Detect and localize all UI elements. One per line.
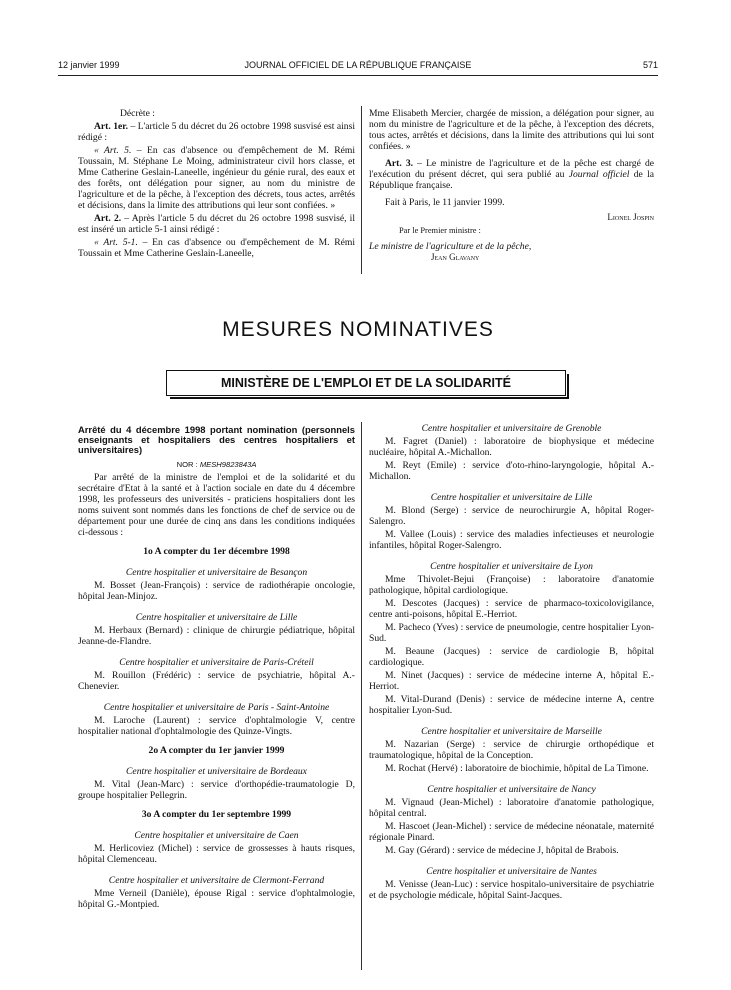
- header-journal-title: JOURNAL OFFICIEL DE LA RÉPUBLIQUE FRANÇAISE: [244, 60, 472, 70]
- hospital-centre-heading: Centre hospitalier et universitaire de Marseille: [421, 726, 602, 737]
- decree-left-column: [78, 108, 355, 261]
- article-5: [78, 145, 355, 211]
- lower-column-divider: [361, 422, 362, 970]
- article-3-journal: Journal officiel: [568, 169, 630, 180]
- hospital-centre-heading: Centre hospitalier et universitaire de Nancy: [427, 784, 596, 795]
- appointment-entry: M. Hascoet (Jean-Michel) : service de médecine néonatale, maternité régionale Pinard.: [369, 821, 654, 843]
- appointment-entry: M. Beaune (Jacques) : service de cardiologie B, hôpital cardiologique.: [369, 646, 654, 668]
- article-5-label: « Art. 5.: [94, 145, 132, 156]
- date-section-heading: 2o A compter du 1er janvier 1999: [148, 745, 285, 756]
- appointment-entry: M. Vital (Jean-Marc) : service d'orthopédie-traumatologie D, groupe hospitalier Pellegrin.: [78, 779, 355, 801]
- arrete-title: Arrêté du 4 décembre 1998 portant nomination (personnels enseignants et hospitaliers des centres hospitaliers et universitaires): [78, 424, 355, 455]
- hospital-centre-heading: Centre hospitalier et universitaire de Caen: [134, 830, 299, 841]
- decree-right-column: [369, 108, 654, 265]
- left-appointment-list: [78, 546, 355, 910]
- nor-label: NOR :: [176, 460, 200, 469]
- header-rule: [58, 75, 658, 76]
- header-page-number: 571: [642, 60, 658, 70]
- appointment-entry: M. Venisse (Jean-Luc) : service hospitalo-universitaire de psychiatrie et de psychologie médicale, hôpital Saint-Jacques.: [369, 879, 654, 901]
- appointment-entry: Mme Thivolet-Bejui (Françoise) : laboratoire d'anatomie pathologique, hôpital cardiologique.: [369, 574, 654, 596]
- hospital-centre-heading: Centre hospitalier et universitaire de Paris-Créteil: [119, 657, 314, 668]
- article-3-text: – Le ministre de l'agriculture et de la pêche est chargé de l'exécution du présent décret, qui sera publié au: [369, 158, 654, 180]
- hospital-centre-heading: Centre hospitalier et universitaire de Lille: [430, 492, 593, 503]
- appointment-entry: M. Gay (Gérard) : service de médecine J, hôpital de Brabois.: [385, 845, 619, 856]
- article-3-end: de la République française.: [369, 169, 655, 191]
- article-5-1: [78, 237, 355, 259]
- right-appointment-list: [369, 423, 654, 901]
- par-premier-ministre: Par le Premier ministre :: [399, 226, 481, 235]
- date-section-heading: 3o A compter du 1er septembre 1999: [141, 809, 292, 820]
- article-5-1-continuation: Mme Elisabeth Mercier, chargée de mission, a délégation pour signer, au nom du ministre de l'agriculture et de la pêche, à l'exception des décrets, tous actes, arrêtés et décisions, dans la limite des attributions qui lui sont confiées. »: [369, 108, 654, 152]
- hospital-centre-heading: Centre hospitalier et universitaire de Nantes: [426, 866, 597, 877]
- appointment-entry: M. Herlicoviez (Michel) : service de grossesses à hauts risques, hôpital Clemenceau.: [78, 843, 355, 865]
- hospital-centre-heading: Centre hospitalier et universitaire de Grenoble: [421, 423, 602, 434]
- appointment-entry: M. Vignaud (Jean-Michel) : laboratoire d'anatomie pathologique, hôpital central.: [369, 797, 654, 819]
- nor-code: MESH9823843A: [199, 460, 257, 469]
- signatory-name: Lionel Jospin: [607, 212, 654, 222]
- fait-a-paris: Fait à Paris, le 11 janvier 1999.: [385, 197, 505, 208]
- article-1-text: – L'article 5 du décret du 26 octobre 1998 susvisé est ainsi rédigé :: [78, 121, 355, 143]
- appointment-entry: M. Bosset (Jean-François) : service de radiothérapie oncologie, hôpital Jean-Minjoz.: [78, 580, 355, 602]
- appointment-entry: M. Rochat (Hervé) : laboratoire de biochimie, hôpital de La Timone.: [385, 763, 649, 774]
- article-2-text: – Après l'article 5 du décret du 26 octobre 1998 susvisé, il est inséré un article 5-1 ainsi rédigé :: [78, 213, 356, 235]
- appointments-right-column: [369, 423, 654, 903]
- minister-title: Le ministre de l'agriculture et de la pêche,: [369, 241, 532, 252]
- page-header: [58, 60, 658, 74]
- hospital-centre-heading: Centre hospitalier et universitaire de Lyon: [430, 561, 593, 572]
- section-title: MESURES NOMINATIVES: [222, 318, 494, 341]
- hospital-centre-heading: Centre hospitalier et universitaire de Clermont-Ferrand: [108, 875, 325, 886]
- appointment-entry: Mme Verneil (Danièle), épouse Rigal : service d'ophtalmologie, hôpital G.-Montpied.: [78, 888, 355, 910]
- article-3-label: Art. 3.: [385, 158, 414, 169]
- appointment-entry: M. Descotes (Jacques) : service de pharmaco-toxicolovigilance, centre anti-poisons, hôpital E.-Herriot.: [369, 598, 654, 620]
- appointment-entry: M. Blond (Serge) : service de neurochirurgie A, hôpital Roger-Salengro.: [369, 505, 654, 527]
- article-5-text: – En cas d'absence ou d'empêchement de M. Rémi Toussain, M. Stéphane Le Moing, administrateur civil hors classe, et Mme Catherine Geslain-Laneelle, ingénieur du génie rural, des eaux et des forêts, ont délégation pour signer, au nom du ministre de l'agriculture et de la pêche, à l'exception des décrets, tous actes, arrêtés et décisions, dans la limite des attributions qui leur sont confiées. »: [78, 145, 355, 211]
- article-3: [369, 158, 654, 191]
- hospital-centre-heading: Centre hospitalier et universitaire de Paris - Saint-Antoine: [103, 702, 330, 713]
- hospital-centre-heading: Centre hospitalier et universitaire de Besançon: [125, 567, 308, 578]
- appointment-entry: M. Reyt (Emile) : service d'oto-rhino-laryngologie, hôpital A.-Michallon.: [369, 460, 654, 482]
- article-2: [78, 213, 355, 235]
- arrete-intro: Par arrêté de la ministre de l'emploi et de la solidarité et du secrétaire d'Etat à la santé et à l'action sociale en date du 4 décembre 1998, les professeurs des universités - praticiens hospitaliers dont les noms suivent sont nommés dans les fonctions de chef de service ou de département pour une durée de cinq ans dans les conditions indiquées ci-dessous :: [78, 472, 355, 538]
- appointment-entry: M. Herbaux (Bernard) : clinique de chirurgie pédiatrique, hôpital Jeanne-de-Flandre.: [78, 625, 355, 647]
- article-2-label: Art. 2.: [94, 213, 122, 224]
- appointment-entry: M. Rouillon (Frédéric) : service de psychiatrie, hôpital A.-Chenevier.: [78, 670, 355, 692]
- appointments-left-column: [78, 425, 355, 912]
- article-1-label: Art. 1er.: [94, 121, 129, 132]
- appointment-entry: M. Laroche (Laurent) : service d'ophtalmologie V, centre hospitalier national d'ophtalmologie des Quinze-Vingts.: [78, 715, 355, 737]
- hospital-centre-heading: Centre hospitalier et universitaire de Bordeaux: [126, 766, 307, 777]
- article-1: [78, 121, 355, 143]
- appointment-entry: M. Pacheco (Yves) : service de pneumologie, centre hospitalier Lyon-Sud.: [369, 622, 654, 644]
- appointment-entry: M. Vallee (Louis) : service des maladies infectieuses et neurologie infantiles, hôpital Roger-Salengro.: [369, 529, 654, 551]
- article-5-1-text: – En cas d'absence ou d'empêchement de M. Rémi Toussain et Mme Catherine Geslain-Laneelle,: [78, 237, 355, 259]
- decrete-line: Décrète :: [120, 108, 155, 119]
- header-date: 12 janvier 1999: [58, 60, 120, 70]
- ministry-heading: MINISTÈRE DE L'EMPLOI ET DE LA SOLIDARITÉ: [166, 370, 566, 396]
- upper-column-divider: [361, 106, 362, 274]
- nor-reference: [78, 459, 355, 470]
- appointment-entry: M. Fagret (Daniel) : laboratoire de biophysique et médecine nucléaire, hôpital A.-Michallon.: [369, 436, 654, 458]
- date-section-heading: 1o A compter du 1er décembre 1998: [143, 546, 290, 557]
- appointment-entry: M. Vital-Durand (Denis) : service de médecine interne A, centre hospitalier Lyon-Sud.: [369, 694, 654, 716]
- article-5-1-label: « Art. 5-1.: [94, 237, 138, 248]
- appointment-entry: M. Ninet (Jacques) : service de médecine interne A, hôpital E.-Herriot.: [369, 670, 654, 692]
- appointment-entry: M. Nazarian (Serge) : service de chirurgie orthopédique et traumatologique, hôpital de la Conception.: [369, 739, 654, 761]
- hospital-centre-heading: Centre hospitalier et universitaire de Lille: [135, 612, 298, 623]
- minister-name: Jean Glavany: [431, 252, 480, 262]
